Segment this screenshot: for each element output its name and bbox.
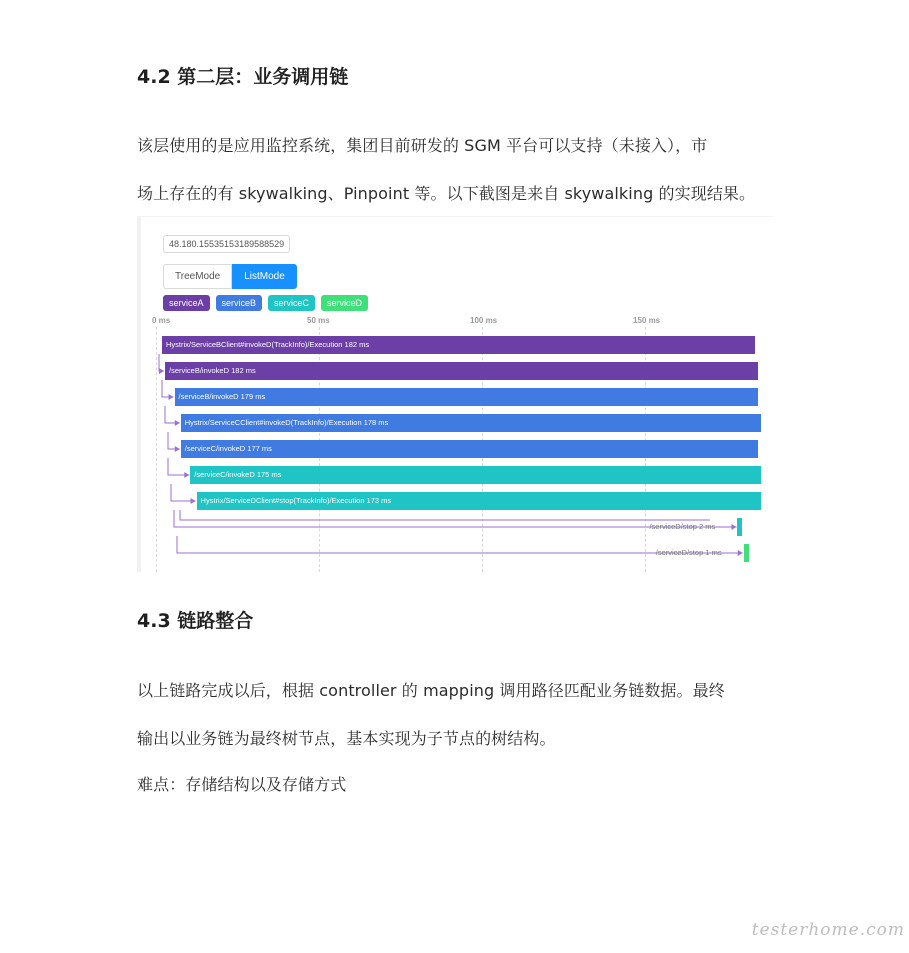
- connector-arrow: [738, 550, 743, 556]
- span-connector: [165, 406, 180, 423]
- section-heading-4-3: 4.3 链路整合: [137, 610, 254, 632]
- trace-span-bar[interactable]: /serviceB/invokeD 182 ms: [165, 362, 758, 380]
- difficulty-note: 难点：存储结构以及存储方式: [137, 775, 347, 794]
- connector-arrow: [184, 472, 189, 478]
- span-connector: [168, 432, 180, 449]
- service-tag-serviceD[interactable]: serviceD: [321, 295, 368, 311]
- trace-span-bar[interactable]: /serviceB/invokeD 179 ms: [175, 388, 759, 406]
- axis-tick-label: 150 ms: [633, 316, 661, 325]
- connector-arrow: [175, 420, 180, 426]
- paragraph-line: 以上链路完成以后，根据 controller 的 mapping 调用路径匹配业务链数据。最终: [137, 681, 725, 700]
- watermark: testerhome.com: [751, 920, 905, 940]
- connector-arrow: [191, 498, 196, 504]
- axis-tick-label: 100 ms: [470, 316, 498, 325]
- connector-arrow: [731, 524, 736, 530]
- paragraph-line: 输出以业务链为最终树节点，基本实现为子节点的树结构。: [137, 729, 556, 748]
- trace-span-bar[interactable]: /serviceC/invokeD 175 ms: [190, 466, 761, 484]
- service-tag-serviceC[interactable]: serviceC: [268, 295, 315, 311]
- trace-span-bar[interactable]: Hystrix/ServiceDClient#stop(TrackInfo)/Execution 173 ms: [197, 492, 761, 510]
- axis-tick-label: 50 ms: [307, 316, 330, 325]
- trace-span-label: /serviceD/stop 2 ms: [649, 522, 716, 531]
- span-connector: [162, 380, 174, 397]
- trace-span-bar[interactable]: [737, 518, 742, 536]
- tree-mode-button[interactable]: TreeMode: [163, 264, 232, 289]
- trace-span-bar[interactable]: /serviceC/invokeD 177 ms: [181, 440, 758, 458]
- span-connector: [171, 484, 196, 501]
- trace-span-bar[interactable]: Hystrix/ServiceBClient#invokeD(TrackInfo)/Execution 182 ms: [162, 336, 755, 354]
- trace-span-bar[interactable]: Hystrix/ServiceCClient#invokeD(TrackInfo)/Execution 178 ms: [181, 414, 761, 432]
- connector-arrow: [175, 446, 180, 452]
- section-heading-4-2: 4.2 第二层：业务调用链: [137, 66, 349, 88]
- connector-arrow: [169, 394, 174, 400]
- span-connector: [168, 458, 189, 475]
- trace-id-field[interactable]: 48.180.15535153189588529: [163, 235, 290, 253]
- axis-tick-label: 0 ms: [152, 316, 171, 325]
- skywalking-trace-screenshot: [137, 216, 773, 572]
- list-mode-button[interactable]: ListMode: [232, 264, 297, 289]
- trace-span-label: /serviceD/stop 1 ms: [655, 548, 722, 557]
- paragraph-line: 该层使用的是应用监控系统，集团目前研发的 SGM 平台可以支持（未接入），市: [137, 136, 708, 155]
- service-tag-serviceB[interactable]: serviceB: [216, 295, 263, 311]
- connector-arrow: [159, 368, 164, 374]
- paragraph-line: 场上存在的有 skywalking、Pinpoint 等。以下截图是来自 skywalking 的实现结果。: [137, 184, 756, 203]
- span-connector: [180, 510, 710, 520]
- trace-span-bar[interactable]: [744, 544, 749, 562]
- service-tag-serviceA[interactable]: serviceA: [163, 295, 210, 311]
